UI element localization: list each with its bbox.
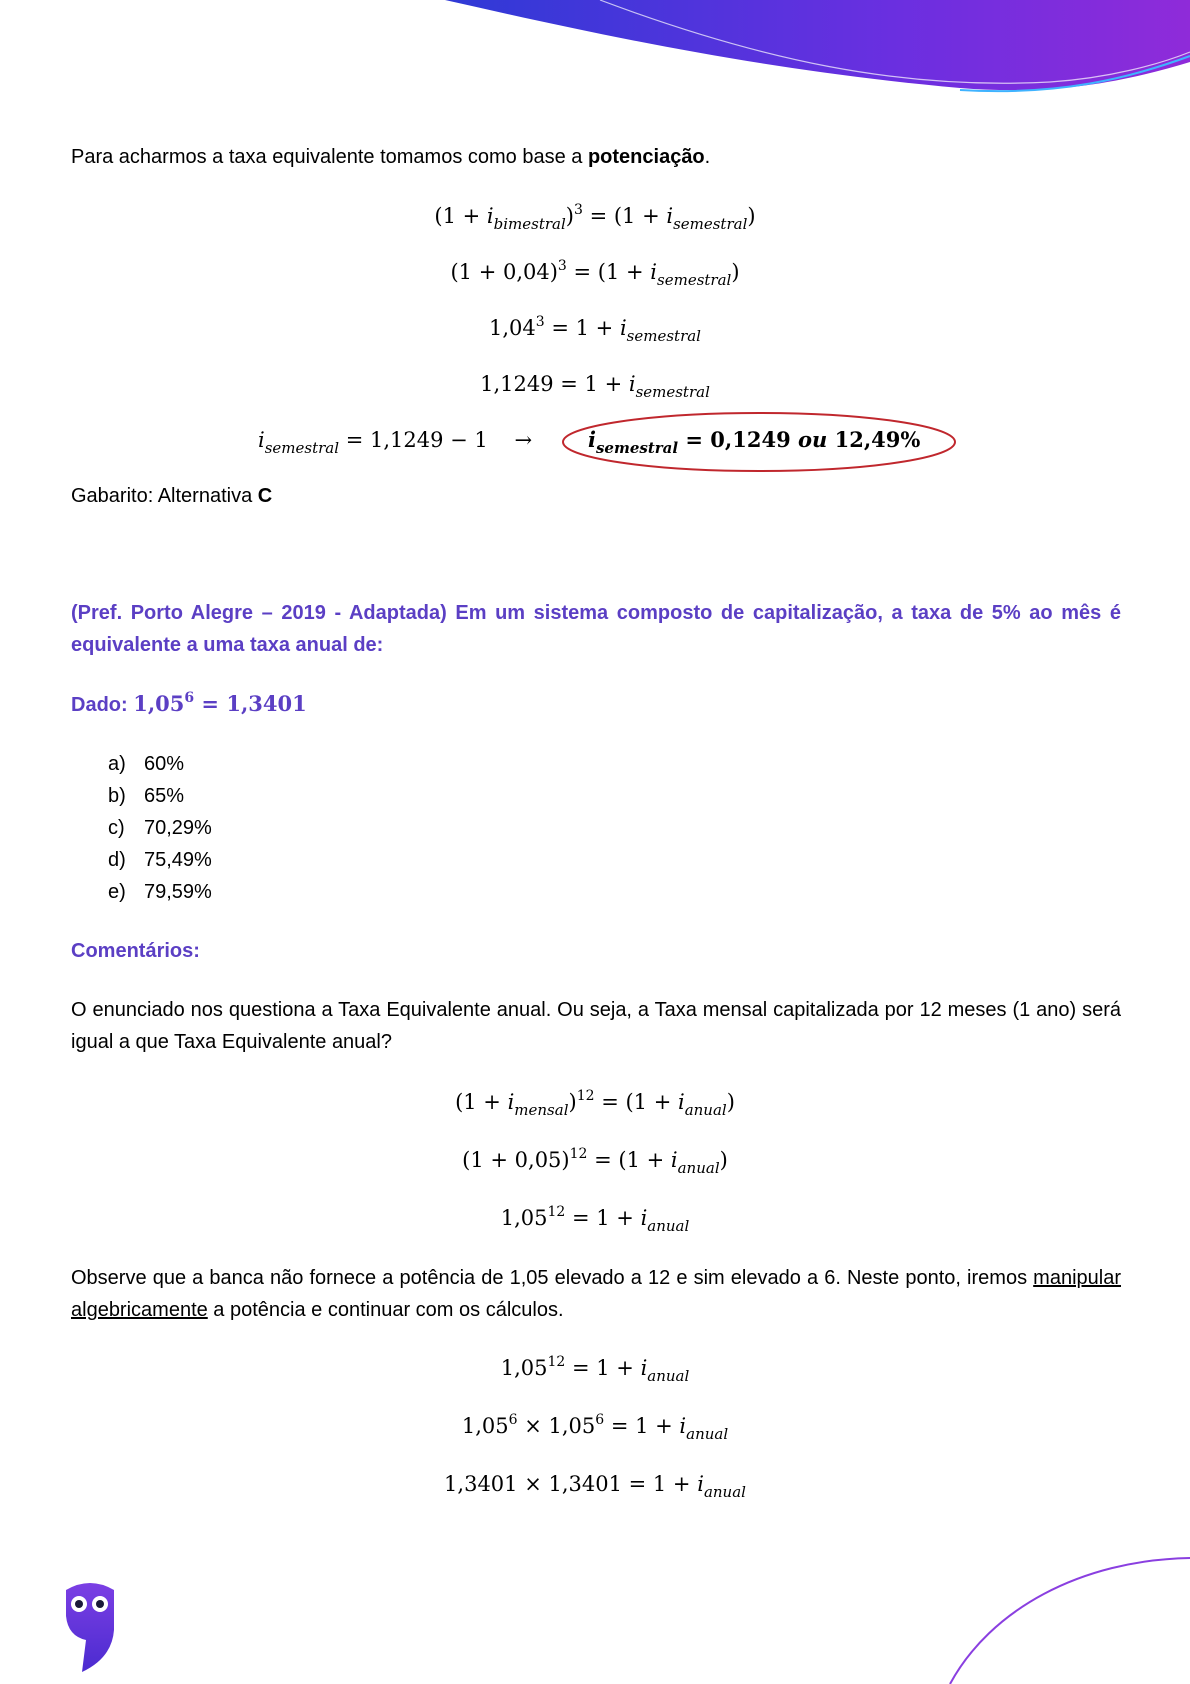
option-text: 65%	[144, 785, 185, 807]
intro-paragraph	[71, 141, 1121, 173]
eq2-part-a: (1 + 0,04)	[450, 260, 558, 284]
result-sub: semestral	[595, 439, 679, 457]
eq2-sub: semestral	[657, 271, 732, 289]
eq8-variable: i	[640, 1206, 648, 1230]
intro-text: Para acharmos a taxa equivalente tomamos como base a	[71, 146, 588, 168]
result-value: = 0,1249	[678, 427, 798, 452]
eq1-part-b: = (1 +	[582, 204, 667, 228]
option-text: 60%	[144, 753, 185, 775]
intro-bold: potenciação	[587, 146, 705, 168]
eq6-part-b: = (1 +	[594, 1090, 678, 1114]
eq10-sub: anual	[686, 1425, 729, 1443]
eq2-variable: i	[650, 260, 658, 284]
eq10-variable: i	[679, 1414, 687, 1438]
eq6-sub2: anual	[684, 1101, 727, 1119]
result-variable: i	[588, 427, 596, 452]
eq11-part-a: 1,3401 × 1,3401 = 1 +	[444, 1472, 698, 1496]
eq5-sub: semestral	[264, 439, 340, 457]
gabarito-label: Gabarito: Alternativa	[71, 485, 258, 507]
option-b	[108, 780, 212, 812]
eq6-exp: 12	[576, 1088, 595, 1104]
eq3-sub: semestral	[626, 327, 701, 345]
comentarios-heading: Comentários:	[71, 940, 200, 962]
gabarito-value: C	[257, 485, 273, 507]
dado-line	[71, 688, 1121, 721]
eq9-part-a: 1,05	[500, 1356, 548, 1380]
eq7-part-c: )	[719, 1148, 728, 1172]
eq3-exp: 3	[535, 314, 545, 330]
equation-8	[0, 1203, 1190, 1233]
eq11-variable: i	[697, 1472, 704, 1496]
eq10-part-a: 1,05	[461, 1414, 509, 1438]
equation-10	[0, 1411, 1190, 1441]
eq6-part-c: )	[726, 1090, 735, 1114]
result-ou: ou	[798, 427, 828, 452]
eq5-rest: = 1,1249 − 1	[339, 428, 488, 452]
result-percent: 12,49%	[827, 427, 921, 452]
dado-label: Dado:	[71, 694, 134, 716]
option-text: 79,59%	[144, 881, 212, 903]
para3-text-a: Observe que a banca não fornece a potência de 1,05 elevado a 12 e sim elevado a 6. Neste ponto, iremos	[71, 1267, 1034, 1289]
option-c	[108, 812, 212, 844]
eq6-variable-2: i	[677, 1090, 685, 1114]
equation-6: $(1 + i_{mensal})^{12} = (1 + i_{anual})$	[455, 1088, 735, 1119]
gabarito-line	[71, 480, 1121, 512]
option-e	[108, 876, 212, 908]
paragraph-3	[71, 1262, 1121, 1326]
dado-result: = 1,3401	[194, 691, 307, 716]
equation-5	[258, 425, 532, 455]
option-letter: a)	[108, 753, 126, 775]
eq8-sub: anual	[647, 1217, 690, 1235]
eq8-part-a: 1,05	[500, 1206, 548, 1230]
equation-1: $(1 + i_{bimestral})^3 = (1 + i_{semestral})$	[434, 202, 756, 233]
paragraph-2: O enunciado nos questiona a Taxa Equivalente anual. Ou seja, a Taxa mensal capitalizada por 12 meses (1 ano) será igual a que Taxa Equivalente anual?	[71, 999, 1121, 1053]
eq1-exp: 3	[573, 202, 583, 218]
eq3-part-a: 1,04	[489, 316, 536, 340]
option-letter: d)	[108, 849, 126, 871]
result-equation	[588, 425, 920, 455]
eq1-sub1: bimestral	[493, 215, 566, 233]
option-d	[108, 844, 212, 876]
owl-logo-icon	[62, 1580, 118, 1672]
equation-2	[0, 257, 1190, 287]
option-letter: e)	[108, 881, 126, 903]
option-text: 70,29%	[144, 817, 212, 839]
eq8-part-b: = 1 +	[565, 1206, 641, 1230]
para3-underlined: manipular algebricamente	[71, 1267, 1121, 1321]
equation-9	[0, 1353, 1190, 1383]
eq9-variable: i	[640, 1356, 648, 1380]
eq2-part-b: = (1 +	[566, 260, 651, 284]
eq4-variable: i	[628, 372, 636, 396]
eq1-part-c: )	[747, 204, 756, 228]
eq1-variable-2: i	[666, 204, 674, 228]
dado-exp: 6	[184, 690, 195, 706]
equation-4	[0, 369, 1190, 399]
eq10-part-c: = 1 +	[604, 1414, 680, 1438]
eq9-part-b: = 1 +	[565, 1356, 641, 1380]
eq10-part-b: × 1,05	[517, 1414, 596, 1438]
equation-11	[0, 1469, 1190, 1499]
eq3-part-b: = 1 +	[544, 316, 620, 340]
eq7-exp: 12	[569, 1146, 588, 1162]
arrow-icon: →	[514, 428, 533, 452]
eq1-sub2: semestral	[673, 215, 748, 233]
intro-end: .	[704, 146, 711, 168]
eq7-sub: anual	[677, 1159, 720, 1177]
eq7-part-b: = (1 +	[587, 1148, 671, 1172]
eq6-sub1: mensal	[514, 1101, 569, 1119]
option-letter: c)	[108, 817, 125, 839]
header-wave-decoration	[0, 0, 1190, 110]
eq10-exp1: 6	[508, 1412, 518, 1428]
footer-curve-decoration	[0, 1540, 1190, 1684]
eq4-part-a: 1,1249 = 1 +	[480, 372, 629, 396]
eq2-exp: 3	[557, 258, 567, 274]
eq9-exp: 12	[547, 1354, 566, 1370]
equation-7	[0, 1145, 1190, 1175]
eq10-exp2: 6	[595, 1412, 605, 1428]
eq2-part-c: )	[731, 260, 740, 284]
question-text: (Pref. Porto Alegre – 2019 - Adaptada) Em um sistema composto de capitalização, a taxa de 5% ao mês é equivalente a uma taxa anual de:	[71, 602, 1121, 656]
eq1-variable: i	[486, 204, 494, 228]
option-a	[108, 748, 212, 780]
eq7-variable: i	[670, 1148, 678, 1172]
eq3-variable: i	[619, 316, 627, 340]
eq1-part-a: (1 +	[434, 204, 487, 228]
eq9-sub: anual	[647, 1367, 690, 1385]
equation-3	[0, 313, 1190, 343]
eq8-exp: 12	[547, 1204, 566, 1220]
eq4-sub: semestral	[635, 383, 710, 401]
eq7-part-a: (1 + 0,05)	[462, 1148, 570, 1172]
para3-text-b: a potência e continuar com os cálculos.	[207, 1299, 564, 1321]
answer-options	[108, 748, 212, 908]
option-letter: b)	[108, 785, 126, 807]
eq5-variable: i	[258, 428, 265, 452]
dado-base: 1,05	[133, 691, 185, 716]
option-text: 75,49%	[144, 849, 212, 871]
eq11-sub: anual	[703, 1483, 746, 1501]
eq6-part-a: (1 +	[455, 1090, 508, 1114]
eq6-variable: i	[507, 1090, 515, 1114]
